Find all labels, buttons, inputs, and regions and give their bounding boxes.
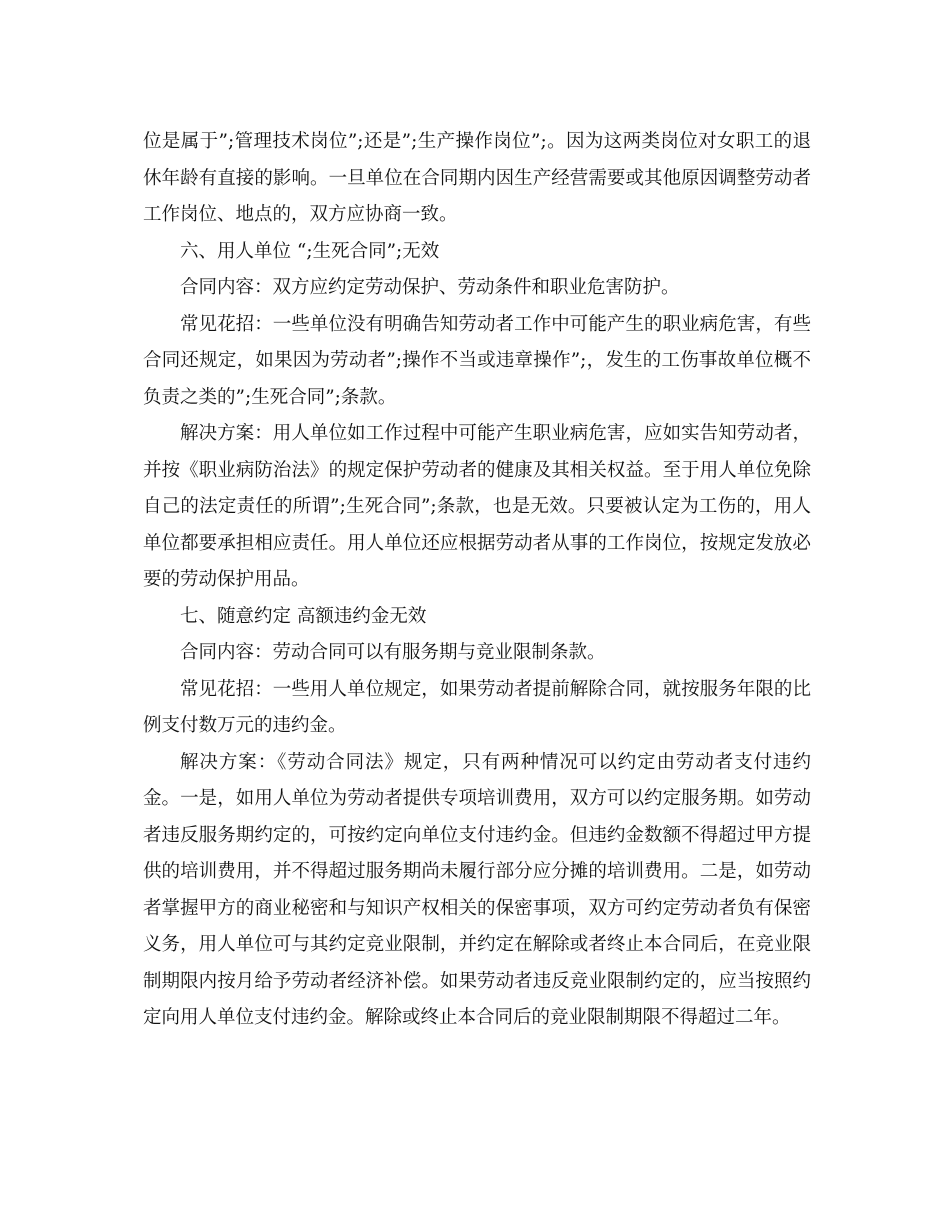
- paragraph-common-tricks: 常见花招：一些用人单位规定，如果劳动者提前解除合同，就按服务年限的比例支付数万元的违约金。: [143, 678, 811, 736]
- section-heading-six: 六、用人单位 “;生死合同”;无效: [180, 240, 440, 262]
- section-heading-seven: 七、随意约定 高额违约金无效: [180, 605, 427, 627]
- paragraph-continuation: 位是属于”;管理技术岗位”;还是”;生产操作岗位”;。因为这两类岗位对女职工的退休年龄有直接的影响。一旦单位在合同期内因生产经营需要或其他原因调整劳动者工作岗位、地点的，双方应协商一致。: [143, 131, 811, 225]
- document-body: [143, 124, 811, 1037]
- paragraph-solution: 解决方案：用人单位如工作过程中可能产生职业病危害，应如实告知劳动者，并按《职业病防治法》的规定保护劳动者的健康及其相关权益。至于用人单位免除自己的法定责任的所谓”;生死合同”;条款，也是无效。只要被认定为工伤的，用人单位都要承担相应责任。用人单位还应根据劳动者从事的工作岗位，按规定发放必要的劳动保护用品。: [143, 423, 811, 590]
- paragraph-solution: 解决方案：《劳动合同法》规定，只有两种情况可以约定由劳动者支付违约金。一是，如用人单位为劳动者提供专项培训费用，双方可以约定服务期。如劳动者违反服务期约定的，可按约定向单位支付违约金。但违约金数额不得超过甲方提供的培训费用，并不得超过服务期尚未履行部分应分摊的培训费用。二是，如劳动者掌握甲方的商业秘密和与知识产权相关的保密事项，双方可约定劳动者负有保密义务，用人单位可与其约定竞业限制，并约定在解除或者终止本合同后，在竞业限制期限内按月给予劳动者经济补偿。如果劳动者违反竞业限制约定的，应当按照约定向用人单位支付违约金。解除或终止本合同后的竞业限制期限不得超过二年。: [143, 751, 811, 1028]
- paragraph-common-tricks: 常见花招：一些单位没有明确告知劳动者工作中可能产生的职业病危害，有些合同还规定，如果因为劳动者”;操作不当或违章操作”;，发生的工伤事故单位概不负责之类的”;生死合同”;条款。: [143, 313, 811, 408]
- paragraph-contract-content: 合同内容：劳动合同可以有服务期与竞业限制条款。: [180, 642, 606, 663]
- paragraph-contract-content: 合同内容：双方应约定劳动保护、劳动条件和职业危害防护。: [180, 277, 680, 298]
